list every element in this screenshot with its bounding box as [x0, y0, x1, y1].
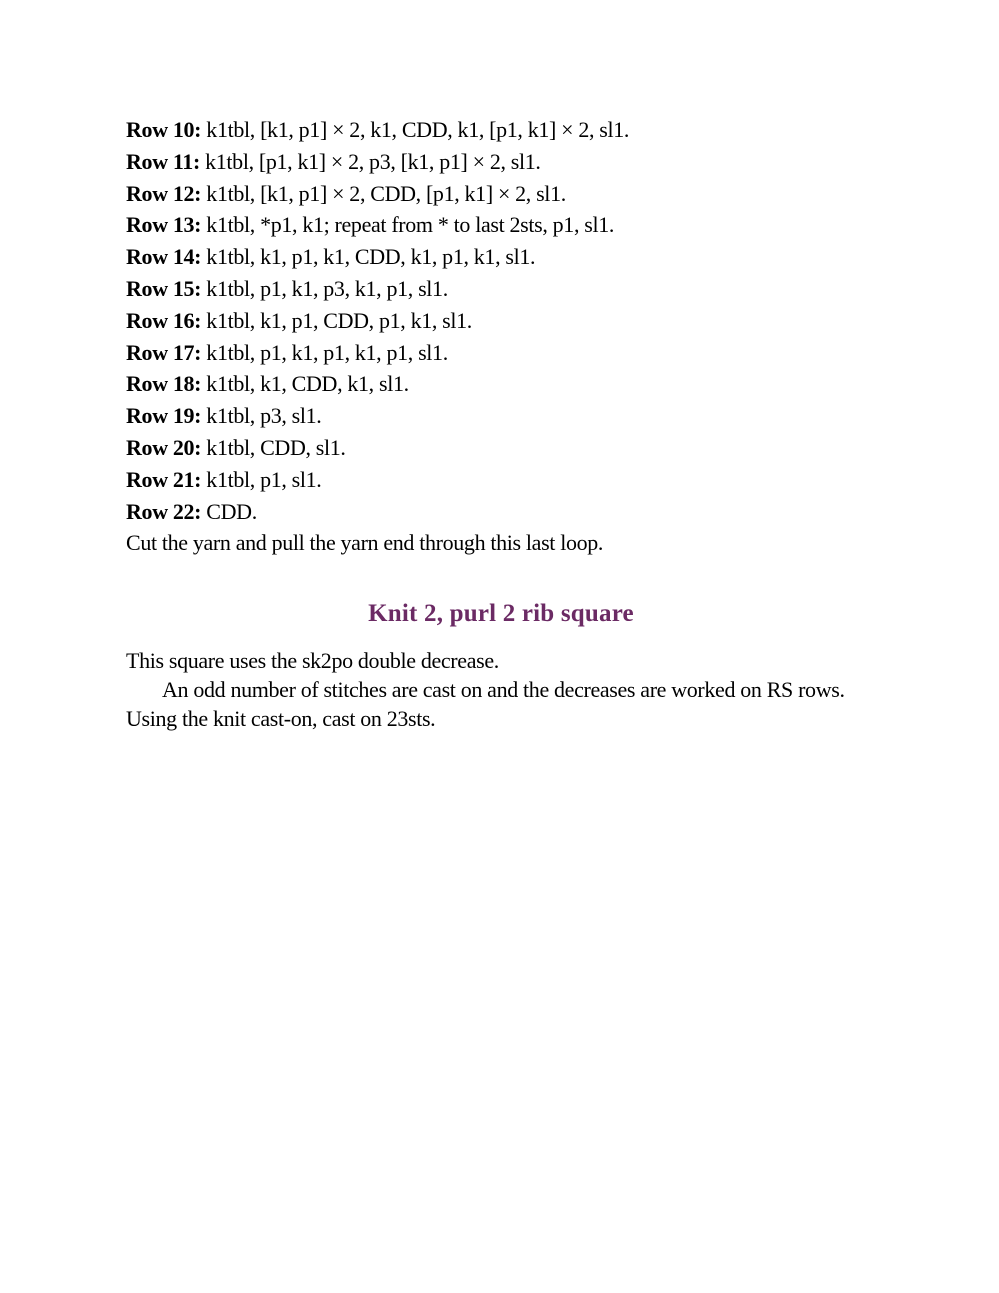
row-text: k1tbl, p1, k1, p3, k1, p1, sl1.: [201, 275, 448, 301]
row-text: k1tbl, [p1, k1] × 2, p3, [k1, p1] × 2, sl1.: [199, 148, 541, 174]
row-text: k1tbl, k1, p1, CDD, p1, k1, sl1.: [201, 307, 472, 333]
row-13: [126, 209, 876, 241]
row-text: k1tbl, k1, CDD, k1, sl1.: [201, 371, 409, 397]
row-text: k1tbl, p1, sl1.: [201, 466, 322, 492]
row-label: Row 13:: [126, 212, 202, 238]
row-text: k1tbl, p3, sl1.: [201, 403, 322, 429]
row-20: [126, 432, 876, 464]
row-label: Row 19:: [126, 403, 202, 429]
row-label: Row 10:: [126, 117, 202, 142]
row-19: [126, 400, 876, 432]
cast-on-line: Using the knit cast-on, cast on 23sts.: [126, 706, 436, 732]
row-text: k1tbl, CDD, sl1.: [201, 434, 346, 460]
row-text: k1tbl, p1, k1, p1, k1, p1, sl1.: [201, 339, 448, 365]
row-22: [126, 496, 876, 528]
section-heading: Knit 2, purl 2 rib square: [368, 600, 634, 628]
row-12: [126, 178, 876, 210]
row-11: [126, 146, 876, 178]
row-instructions: [126, 114, 876, 527]
row-text: k1tbl, [k1, p1] × 2, k1, CDD, k1, [p1, k1] × 2, sl1.: [201, 117, 630, 142]
row-label: Row 14:: [126, 244, 202, 270]
row-label: Row 18:: [126, 371, 202, 397]
row-18: [126, 368, 876, 400]
row-text: k1tbl, k1, p1, k1, CDD, k1, p1, k1, sl1.: [201, 244, 536, 270]
row-label: Row 17:: [126, 339, 202, 365]
row-10: [126, 114, 876, 146]
row-15: [126, 273, 876, 305]
row-text: k1tbl, *p1, k1; repeat from * to last 2sts, p1, sl1.: [201, 212, 615, 238]
row-label: Row 16:: [126, 307, 202, 333]
document-page: [126, 114, 876, 733]
row-label: Row 21:: [126, 466, 202, 492]
row-14: [126, 241, 876, 273]
row-label: Row 20:: [126, 434, 202, 460]
section-body: [126, 646, 876, 733]
intro-line: This square uses the sk2po double decrease.: [126, 648, 499, 674]
row-text: CDD.: [201, 498, 257, 524]
row-label: Row 15:: [126, 275, 202, 301]
indented-paragraph: An odd number of stitches are cast on and the decreases are worked on RS rows.: [162, 677, 845, 703]
finish-note: Cut the yarn and pull the yarn end through this last loop.: [126, 530, 604, 556]
row-label: Row 11:: [126, 148, 200, 174]
row-label: Row 22:: [126, 498, 202, 524]
row-text: k1tbl, [k1, p1] × 2, CDD, [p1, k1] × 2, sl1.: [201, 180, 566, 206]
row-17: [126, 337, 876, 369]
row-21: [126, 464, 876, 496]
row-label: Row 12:: [126, 180, 202, 206]
row-16: [126, 305, 876, 337]
